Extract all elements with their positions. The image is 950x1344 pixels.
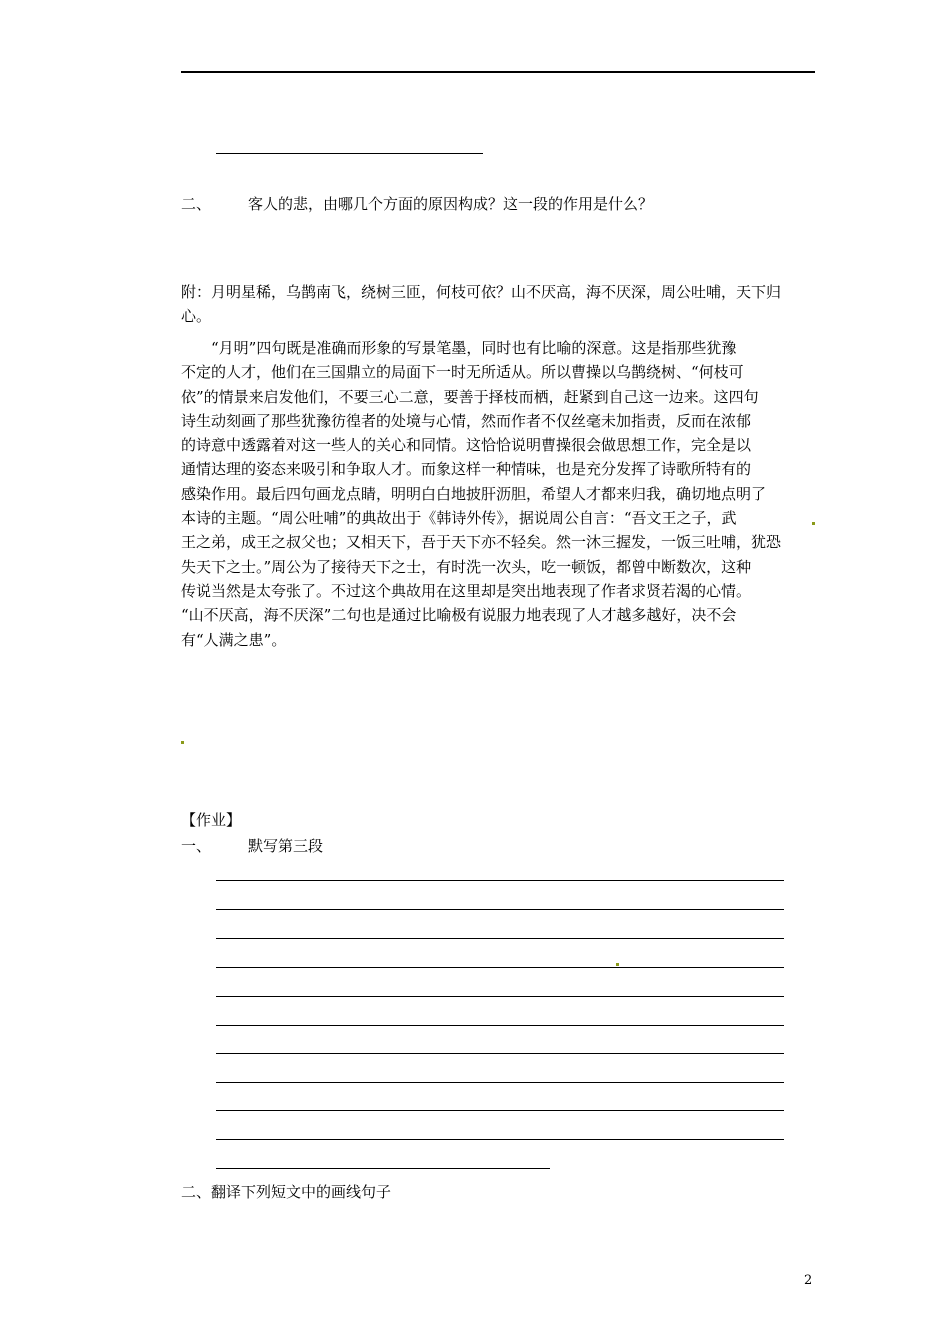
- appendix-line: 附：月明星稀，乌鹊南飞，绕树三匝，何枝可依？山不厌高，海不厌深，周公吐哺，天下归: [181, 283, 782, 301]
- analysis-paragraph: [181, 336, 815, 652]
- homework-heading: 【作业】: [181, 811, 242, 829]
- writing-line: [216, 1110, 784, 1111]
- writing-line: [216, 1082, 784, 1083]
- writing-line: [216, 1053, 784, 1054]
- analysis-line: 有“人满之患”。: [181, 630, 287, 649]
- top-rule: [181, 71, 815, 73]
- decorative-dot: [181, 741, 184, 744]
- analysis-line: “山不厌高，海不厌深”二句也是通过比喻极有说服力地表现了人才越多越好，决不会: [181, 606, 737, 625]
- analysis-line: 不定的人才，他们在三国鼎立的局面下一时无所适从。所以曹操以乌鹊绕树、“何枝可: [181, 363, 744, 382]
- analysis-line: 通情达理的姿态来吸引和争取人才。而象这样一种情味，也是充分发挥了诗歌所特有的: [181, 460, 752, 479]
- writing-line: [216, 996, 784, 997]
- question-2-text: 客人的悲，由哪几个方面的原因构成？这一段的作用是什么？: [248, 195, 654, 213]
- writing-line: [216, 909, 784, 910]
- analysis-line: 本诗的主题。“周公吐哺”的典故出于《韩诗外传》，据说周公自言：“吾文王之子，武: [181, 509, 737, 528]
- analysis-line: 失天下之士。”周公为了接待天下之士，有时洗一次头，吃一顿饭，都曾中断数次，这种: [181, 557, 752, 576]
- question-2-number: 二、: [181, 195, 212, 213]
- analysis-line: 传说当然是太夸张了。不过这个典故用在这里却是突出地表现了作者求贤若渴的心情。: [181, 581, 752, 600]
- writing-line: [216, 1025, 784, 1026]
- homework-item-1-text: 默写第三段: [248, 837, 324, 855]
- writing-line: [216, 938, 784, 939]
- analysis-line: 王之弟，成王之叔父也；又相天下，吾于天下亦不轻矣。然一沐三握发，一饭三吐哺，犹恐: [181, 533, 782, 552]
- analysis-line: 的诗意中透露着对这一些人的关心和同情。这恰恰说明曹操很会做思想工作，完全是以: [181, 436, 752, 455]
- writing-line: [216, 1168, 550, 1169]
- writing-line: [216, 967, 784, 968]
- homework-item-1-number: 一、: [181, 837, 212, 855]
- decorative-dot: [616, 963, 619, 966]
- answer-blank-line: [216, 153, 483, 154]
- analysis-line: 依”的情景来启发他们，不要三心二意，要善于择枝而栖，赶紧到自己这一边来。这四句: [181, 387, 759, 406]
- writing-line: [216, 880, 784, 881]
- homework-item-2: 二、翻译下列短文中的画线句子: [181, 1183, 392, 1201]
- analysis-line: 诗生动刻画了那些犹豫彷徨者的处境与心情，然而作者不仅丝毫未加指责，反而在浓郁: [181, 411, 752, 430]
- analysis-line: “月明”四句既是准确而形象的写景笔墨，同时也有比喻的深意。这是指那些犹豫: [181, 339, 737, 357]
- analysis-line: 感染作用。最后四句画龙点睛，明明白白地披肝沥胆，希望人才都来归我，确切地点明了: [181, 484, 767, 503]
- page-number: 2: [804, 1273, 813, 1288]
- appendix-line: 心。: [181, 307, 212, 326]
- appendix-paragraph: [181, 280, 815, 329]
- writing-line: [216, 1139, 784, 1140]
- decorative-dot: [812, 522, 815, 525]
